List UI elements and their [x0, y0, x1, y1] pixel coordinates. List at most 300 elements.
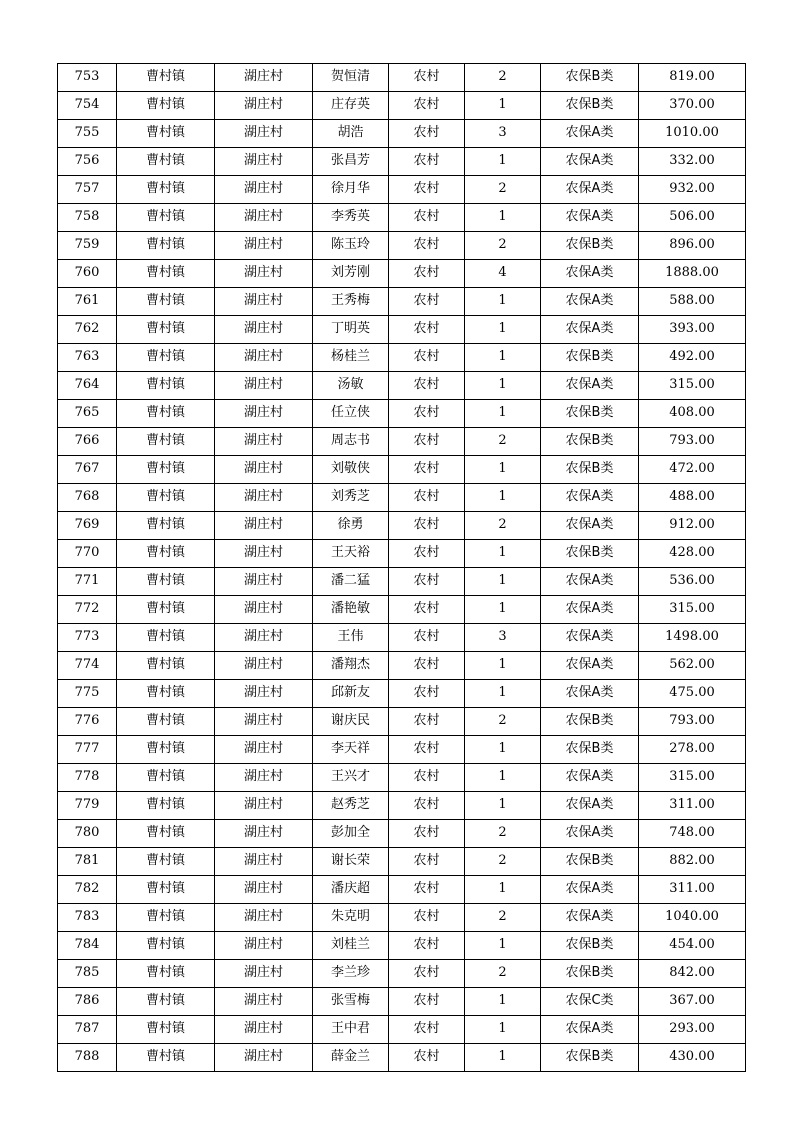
- cell-type: 农村: [389, 428, 465, 456]
- table-row: [58, 652, 746, 680]
- cell-category: 农保A类: [541, 624, 639, 652]
- cell-type: 农村: [389, 92, 465, 120]
- table-row: [58, 736, 746, 764]
- cell-name: 贺恒清: [313, 64, 389, 92]
- cell-village: 湖庄村: [215, 988, 313, 1016]
- cell-seq: 786: [58, 988, 117, 1016]
- cell-seq: 784: [58, 932, 117, 960]
- cell-type: 农村: [389, 512, 465, 540]
- cell-count: 2: [465, 232, 541, 260]
- cell-name: 徐勇: [313, 512, 389, 540]
- cell-amount: 562.00: [639, 652, 746, 680]
- table-row: [58, 764, 746, 792]
- cell-name: 王秀梅: [313, 288, 389, 316]
- cell-type: 农村: [389, 680, 465, 708]
- cell-name: 薛金兰: [313, 1044, 389, 1072]
- table-row: [58, 372, 746, 400]
- table-row: [58, 848, 746, 876]
- cell-amount: 332.00: [639, 148, 746, 176]
- cell-town: 曹村镇: [117, 456, 215, 484]
- cell-seq: 771: [58, 568, 117, 596]
- cell-name: 张昌芳: [313, 148, 389, 176]
- table-row: [58, 92, 746, 120]
- cell-village: 湖庄村: [215, 260, 313, 288]
- cell-village: 湖庄村: [215, 484, 313, 512]
- table-row: [58, 232, 746, 260]
- cell-village: 湖庄村: [215, 904, 313, 932]
- cell-type: 农村: [389, 176, 465, 204]
- cell-amount: 393.00: [639, 316, 746, 344]
- cell-village: 湖庄村: [215, 1044, 313, 1072]
- table-row: [58, 64, 746, 92]
- cell-count: 2: [465, 904, 541, 932]
- cell-village: 湖庄村: [215, 372, 313, 400]
- cell-amount: 367.00: [639, 988, 746, 1016]
- cell-amount: 370.00: [639, 92, 746, 120]
- cell-count: 2: [465, 820, 541, 848]
- cell-category: 农保A类: [541, 596, 639, 624]
- cell-category: 农保A类: [541, 512, 639, 540]
- cell-village: 湖庄村: [215, 288, 313, 316]
- cell-name: 张雪梅: [313, 988, 389, 1016]
- cell-town: 曹村镇: [117, 232, 215, 260]
- cell-amount: 430.00: [639, 1044, 746, 1072]
- cell-category: 农保A类: [541, 176, 639, 204]
- cell-name: 朱克明: [313, 904, 389, 932]
- cell-category: 农保A类: [541, 792, 639, 820]
- cell-type: 农村: [389, 988, 465, 1016]
- cell-town: 曹村镇: [117, 176, 215, 204]
- cell-village: 湖庄村: [215, 960, 313, 988]
- table-row: [58, 260, 746, 288]
- cell-type: 农村: [389, 316, 465, 344]
- cell-type: 农村: [389, 1016, 465, 1044]
- cell-seq: 767: [58, 456, 117, 484]
- cell-amount: 1010.00: [639, 120, 746, 148]
- cell-village: 湖庄村: [215, 64, 313, 92]
- cell-count: 1: [465, 568, 541, 596]
- table-row: [58, 568, 746, 596]
- cell-count: 1: [465, 876, 541, 904]
- cell-amount: 793.00: [639, 708, 746, 736]
- cell-village: 湖庄村: [215, 848, 313, 876]
- cell-count: 1: [465, 596, 541, 624]
- cell-town: 曹村镇: [117, 596, 215, 624]
- cell-category: 农保A类: [541, 652, 639, 680]
- cell-category: 农保B类: [541, 540, 639, 568]
- cell-category: 农保B类: [541, 932, 639, 960]
- cell-name: 刘桂兰: [313, 932, 389, 960]
- cell-count: 1: [465, 92, 541, 120]
- cell-type: 农村: [389, 344, 465, 372]
- cell-name: 谢庆民: [313, 708, 389, 736]
- cell-name: 汤敏: [313, 372, 389, 400]
- cell-category: 农保A类: [541, 316, 639, 344]
- cell-name: 庄存英: [313, 92, 389, 120]
- cell-seq: 776: [58, 708, 117, 736]
- cell-count: 1: [465, 484, 541, 512]
- cell-seq: 753: [58, 64, 117, 92]
- cell-type: 农村: [389, 960, 465, 988]
- cell-town: 曹村镇: [117, 92, 215, 120]
- cell-category: 农保A类: [541, 260, 639, 288]
- cell-village: 湖庄村: [215, 652, 313, 680]
- cell-count: 1: [465, 372, 541, 400]
- cell-village: 湖庄村: [215, 624, 313, 652]
- cell-count: 2: [465, 512, 541, 540]
- cell-count: 1: [465, 736, 541, 764]
- table-row: [58, 1016, 746, 1044]
- cell-type: 农村: [389, 904, 465, 932]
- cell-count: 1: [465, 680, 541, 708]
- table-row: [58, 540, 746, 568]
- cell-type: 农村: [389, 652, 465, 680]
- cell-type: 农村: [389, 568, 465, 596]
- cell-town: 曹村镇: [117, 316, 215, 344]
- cell-category: 农保B类: [541, 848, 639, 876]
- cell-count: 2: [465, 176, 541, 204]
- cell-town: 曹村镇: [117, 260, 215, 288]
- cell-type: 农村: [389, 736, 465, 764]
- cell-seq: 757: [58, 176, 117, 204]
- cell-type: 农村: [389, 1044, 465, 1072]
- cell-category: 农保A类: [541, 904, 639, 932]
- cell-town: 曹村镇: [117, 344, 215, 372]
- cell-count: 2: [465, 848, 541, 876]
- table-body: [58, 64, 746, 1072]
- cell-town: 曹村镇: [117, 792, 215, 820]
- cell-count: 1: [465, 344, 541, 372]
- cell-type: 农村: [389, 484, 465, 512]
- cell-seq: 763: [58, 344, 117, 372]
- cell-seq: 755: [58, 120, 117, 148]
- cell-category: 农保B类: [541, 64, 639, 92]
- cell-village: 湖庄村: [215, 792, 313, 820]
- cell-name: 潘二猛: [313, 568, 389, 596]
- table-row: [58, 960, 746, 988]
- cell-town: 曹村镇: [117, 568, 215, 596]
- table-row: [58, 596, 746, 624]
- cell-amount: 1888.00: [639, 260, 746, 288]
- cell-name: 王兴才: [313, 764, 389, 792]
- cell-count: 2: [465, 428, 541, 456]
- cell-name: 王伟: [313, 624, 389, 652]
- cell-type: 农村: [389, 148, 465, 176]
- cell-seq: 780: [58, 820, 117, 848]
- cell-count: 1: [465, 204, 541, 232]
- cell-name: 陈玉玲: [313, 232, 389, 260]
- cell-category: 农保A类: [541, 484, 639, 512]
- cell-amount: 472.00: [639, 456, 746, 484]
- cell-name: 谢长荣: [313, 848, 389, 876]
- cell-town: 曹村镇: [117, 148, 215, 176]
- cell-seq: 772: [58, 596, 117, 624]
- cell-town: 曹村镇: [117, 680, 215, 708]
- cell-village: 湖庄村: [215, 92, 313, 120]
- cell-name: 李秀英: [313, 204, 389, 232]
- cell-village: 湖庄村: [215, 736, 313, 764]
- cell-town: 曹村镇: [117, 204, 215, 232]
- cell-seq: 756: [58, 148, 117, 176]
- cell-seq: 779: [58, 792, 117, 820]
- cell-town: 曹村镇: [117, 904, 215, 932]
- cell-type: 农村: [389, 596, 465, 624]
- cell-village: 湖庄村: [215, 540, 313, 568]
- cell-town: 曹村镇: [117, 848, 215, 876]
- cell-village: 湖庄村: [215, 568, 313, 596]
- cell-name: 李天祥: [313, 736, 389, 764]
- cell-seq: 766: [58, 428, 117, 456]
- cell-seq: 758: [58, 204, 117, 232]
- cell-count: 1: [465, 148, 541, 176]
- cell-count: 2: [465, 708, 541, 736]
- cell-town: 曹村镇: [117, 64, 215, 92]
- cell-seq: 775: [58, 680, 117, 708]
- cell-name: 周志书: [313, 428, 389, 456]
- cell-name: 李兰珍: [313, 960, 389, 988]
- cell-amount: 311.00: [639, 792, 746, 820]
- cell-count: 1: [465, 764, 541, 792]
- cell-category: 农保B类: [541, 400, 639, 428]
- cell-count: 1: [465, 792, 541, 820]
- table-row: [58, 400, 746, 428]
- cell-amount: 748.00: [639, 820, 746, 848]
- cell-category: 农保A类: [541, 204, 639, 232]
- cell-category: 农保A类: [541, 120, 639, 148]
- cell-amount: 475.00: [639, 680, 746, 708]
- cell-amount: 278.00: [639, 736, 746, 764]
- cell-town: 曹村镇: [117, 428, 215, 456]
- table-row: [58, 876, 746, 904]
- cell-town: 曹村镇: [117, 120, 215, 148]
- cell-type: 农村: [389, 260, 465, 288]
- cell-town: 曹村镇: [117, 400, 215, 428]
- cell-town: 曹村镇: [117, 764, 215, 792]
- cell-name: 邱新友: [313, 680, 389, 708]
- table-row: [58, 1044, 746, 1072]
- cell-seq: 770: [58, 540, 117, 568]
- cell-town: 曹村镇: [117, 372, 215, 400]
- cell-category: 农保B类: [541, 92, 639, 120]
- cell-category: 农保A类: [541, 680, 639, 708]
- cell-amount: 311.00: [639, 876, 746, 904]
- cell-town: 曹村镇: [117, 624, 215, 652]
- table-row: [58, 512, 746, 540]
- cell-village: 湖庄村: [215, 820, 313, 848]
- cell-count: 1: [465, 400, 541, 428]
- cell-village: 湖庄村: [215, 204, 313, 232]
- cell-type: 农村: [389, 708, 465, 736]
- cell-seq: 787: [58, 1016, 117, 1044]
- cell-category: 农保A类: [541, 372, 639, 400]
- cell-name: 潘庆超: [313, 876, 389, 904]
- cell-count: 1: [465, 652, 541, 680]
- cell-town: 曹村镇: [117, 876, 215, 904]
- cell-amount: 536.00: [639, 568, 746, 596]
- cell-seq: 768: [58, 484, 117, 512]
- table-row: [58, 176, 746, 204]
- cell-category: 农保A类: [541, 820, 639, 848]
- cell-seq: 764: [58, 372, 117, 400]
- cell-name: 潘艳敏: [313, 596, 389, 624]
- cell-town: 曹村镇: [117, 540, 215, 568]
- cell-category: 农保B类: [541, 344, 639, 372]
- cell-category: 农保A类: [541, 148, 639, 176]
- cell-count: 1: [465, 1044, 541, 1072]
- cell-name: 王天裕: [313, 540, 389, 568]
- cell-type: 农村: [389, 204, 465, 232]
- table-row: [58, 792, 746, 820]
- cell-category: 农保B类: [541, 708, 639, 736]
- cell-town: 曹村镇: [117, 512, 215, 540]
- cell-town: 曹村镇: [117, 960, 215, 988]
- cell-category: 农保A类: [541, 568, 639, 596]
- cell-village: 湖庄村: [215, 316, 313, 344]
- cell-name: 潘翔杰: [313, 652, 389, 680]
- cell-category: 农保C类: [541, 988, 639, 1016]
- cell-amount: 408.00: [639, 400, 746, 428]
- cell-name: 彭加全: [313, 820, 389, 848]
- cell-seq: 762: [58, 316, 117, 344]
- cell-type: 农村: [389, 540, 465, 568]
- cell-count: 2: [465, 64, 541, 92]
- cell-village: 湖庄村: [215, 176, 313, 204]
- cell-village: 湖庄村: [215, 512, 313, 540]
- cell-town: 曹村镇: [117, 652, 215, 680]
- table-row: [58, 204, 746, 232]
- cell-name: 赵秀芝: [313, 792, 389, 820]
- cell-village: 湖庄村: [215, 344, 313, 372]
- cell-name: 刘芳刚: [313, 260, 389, 288]
- cell-seq: 769: [58, 512, 117, 540]
- cell-village: 湖庄村: [215, 456, 313, 484]
- cell-village: 湖庄村: [215, 932, 313, 960]
- cell-count: 1: [465, 1016, 541, 1044]
- cell-seq: 778: [58, 764, 117, 792]
- table-row: [58, 120, 746, 148]
- cell-village: 湖庄村: [215, 708, 313, 736]
- cell-type: 农村: [389, 876, 465, 904]
- cell-type: 农村: [389, 120, 465, 148]
- cell-type: 农村: [389, 64, 465, 92]
- cell-amount: 293.00: [639, 1016, 746, 1044]
- cell-town: 曹村镇: [117, 1016, 215, 1044]
- cell-type: 农村: [389, 372, 465, 400]
- cell-category: 农保A类: [541, 876, 639, 904]
- cell-village: 湖庄村: [215, 680, 313, 708]
- cell-type: 农村: [389, 624, 465, 652]
- cell-amount: 315.00: [639, 372, 746, 400]
- table-row: [58, 148, 746, 176]
- cell-seq: 773: [58, 624, 117, 652]
- cell-count: 1: [465, 316, 541, 344]
- cell-seq: 777: [58, 736, 117, 764]
- cell-seq: 785: [58, 960, 117, 988]
- cell-name: 任立侠: [313, 400, 389, 428]
- cell-amount: 1498.00: [639, 624, 746, 652]
- table-row: [58, 456, 746, 484]
- cell-amount: 819.00: [639, 64, 746, 92]
- cell-town: 曹村镇: [117, 288, 215, 316]
- cell-amount: 842.00: [639, 960, 746, 988]
- table-row: [58, 708, 746, 736]
- table-row: [58, 904, 746, 932]
- cell-seq: 754: [58, 92, 117, 120]
- table-row: [58, 624, 746, 652]
- cell-category: 农保B类: [541, 960, 639, 988]
- table-row: [58, 428, 746, 456]
- cell-seq: 788: [58, 1044, 117, 1072]
- cell-category: 农保B类: [541, 232, 639, 260]
- cell-village: 湖庄村: [215, 148, 313, 176]
- cell-type: 农村: [389, 820, 465, 848]
- cell-category: 农保B类: [541, 456, 639, 484]
- cell-name: 胡浩: [313, 120, 389, 148]
- table-row: [58, 820, 746, 848]
- cell-village: 湖庄村: [215, 120, 313, 148]
- cell-village: 湖庄村: [215, 232, 313, 260]
- cell-type: 农村: [389, 792, 465, 820]
- cell-amount: 488.00: [639, 484, 746, 512]
- cell-count: 2: [465, 960, 541, 988]
- cell-seq: 759: [58, 232, 117, 260]
- cell-count: 1: [465, 988, 541, 1016]
- cell-category: 农保B类: [541, 736, 639, 764]
- cell-seq: 781: [58, 848, 117, 876]
- cell-seq: 760: [58, 260, 117, 288]
- table-row: [58, 288, 746, 316]
- cell-category: 农保A类: [541, 764, 639, 792]
- cell-amount: 315.00: [639, 596, 746, 624]
- cell-count: 1: [465, 456, 541, 484]
- cell-village: 湖庄村: [215, 596, 313, 624]
- cell-seq: 782: [58, 876, 117, 904]
- cell-name: 刘敬侠: [313, 456, 389, 484]
- cell-count: 1: [465, 288, 541, 316]
- cell-village: 湖庄村: [215, 428, 313, 456]
- cell-seq: 765: [58, 400, 117, 428]
- cell-amount: 896.00: [639, 232, 746, 260]
- cell-name: 丁明英: [313, 316, 389, 344]
- cell-amount: 315.00: [639, 764, 746, 792]
- cell-village: 湖庄村: [215, 1016, 313, 1044]
- cell-seq: 761: [58, 288, 117, 316]
- table-row: [58, 484, 746, 512]
- table-row: [58, 932, 746, 960]
- table-row: [58, 680, 746, 708]
- cell-town: 曹村镇: [117, 932, 215, 960]
- cell-town: 曹村镇: [117, 988, 215, 1016]
- cell-town: 曹村镇: [117, 820, 215, 848]
- cell-name: 杨桂兰: [313, 344, 389, 372]
- cell-village: 湖庄村: [215, 876, 313, 904]
- table-row: [58, 344, 746, 372]
- cell-name: 王中君: [313, 1016, 389, 1044]
- cell-type: 农村: [389, 232, 465, 260]
- cell-amount: 588.00: [639, 288, 746, 316]
- cell-town: 曹村镇: [117, 708, 215, 736]
- cell-seq: 783: [58, 904, 117, 932]
- cell-count: 3: [465, 120, 541, 148]
- cell-village: 湖庄村: [215, 400, 313, 428]
- beneficiary-table: [57, 63, 746, 1072]
- table-row: [58, 988, 746, 1016]
- table-row: [58, 316, 746, 344]
- cell-town: 曹村镇: [117, 736, 215, 764]
- cell-category: 农保B类: [541, 1044, 639, 1072]
- cell-type: 农村: [389, 456, 465, 484]
- cell-amount: 932.00: [639, 176, 746, 204]
